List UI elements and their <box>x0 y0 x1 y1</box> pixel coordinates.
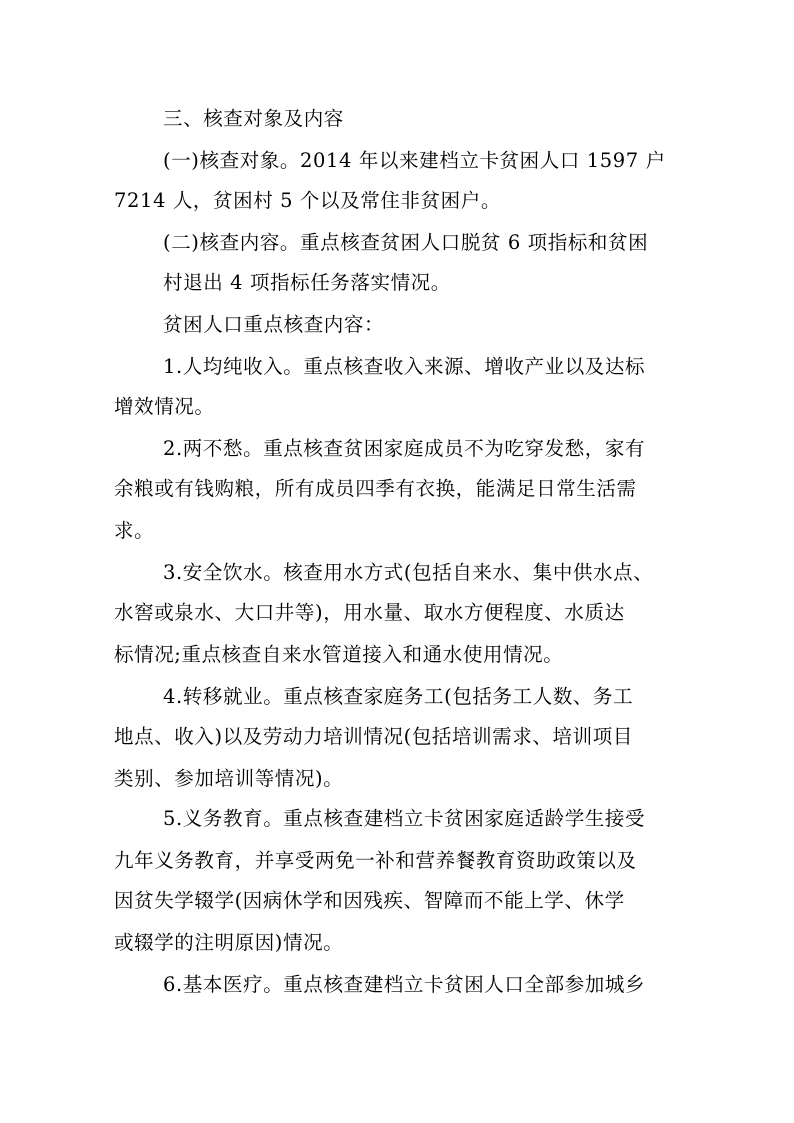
paragraph-line: 3.安全饮水。核查用水方式(包括自来水、集中供水点、 <box>163 561 654 584</box>
paragraph-line: 6.基本医疗。重点核查建档立卡贫困人口全部参加城乡 <box>163 973 646 996</box>
paragraph-line: 标情况;重点核查自来水管道接入和通水使用情况。 <box>114 643 564 666</box>
section-heading: 三、核查对象及内容 <box>163 107 344 130</box>
paragraph-line: (二)核查内容。重点核查贫困人口脱贫 6 项指标和贫困 <box>163 231 649 254</box>
paragraph-line: 1.人均纯收入。重点核查收入来源、增收产业以及达标 <box>163 355 646 378</box>
paragraph-line: 2.两不愁。重点核查贫困家庭成员不为吃穿发愁，家有 <box>163 437 646 460</box>
paragraph-line: 类别、参加培训等情况)。 <box>114 767 344 790</box>
paragraph-line: 7214 人，贫困村 5 个以及常住非贫困户。 <box>114 189 501 212</box>
paragraph-line: 增效情况。 <box>114 395 215 418</box>
paragraph-line: 余粮或有钱购粮，所有成员四季有衣换，能满足日常生活需 <box>114 477 637 500</box>
paragraph-line: 因贫失学辍学(因病休学和因残疾、智障而不能上学、休学 <box>114 889 625 912</box>
paragraph-line: 求。 <box>114 519 155 542</box>
subheading-line: 贫困人口重点核查内容： <box>163 313 385 336</box>
paragraph-line: 九年义务教育，并享受两免一补和营养餐教育资助政策以及 <box>114 849 637 872</box>
paragraph-line: 地点、收入)以及劳动力培训情况(包括培训需求、培训项目 <box>114 725 633 748</box>
paragraph-line: 村退出 4 项指标任务落实情况。 <box>163 271 451 294</box>
paragraph-line: (一)核查对象。2014 年以来建档立卡贫困人口 1597 户 <box>163 149 666 172</box>
paragraph-line: 5.义务教育。重点核查建档立卡贫困家庭适龄学生接受 <box>163 807 646 830</box>
paragraph-line: 水窖或泉水、大口井等)，用水量、取水方便程度、水质达 <box>114 601 625 624</box>
paragraph-line: 或辍学的注明原因)情况。 <box>114 931 344 954</box>
paragraph-line: 4.转移就业。重点核查家庭务工(包括务工人数、务工 <box>163 685 634 708</box>
